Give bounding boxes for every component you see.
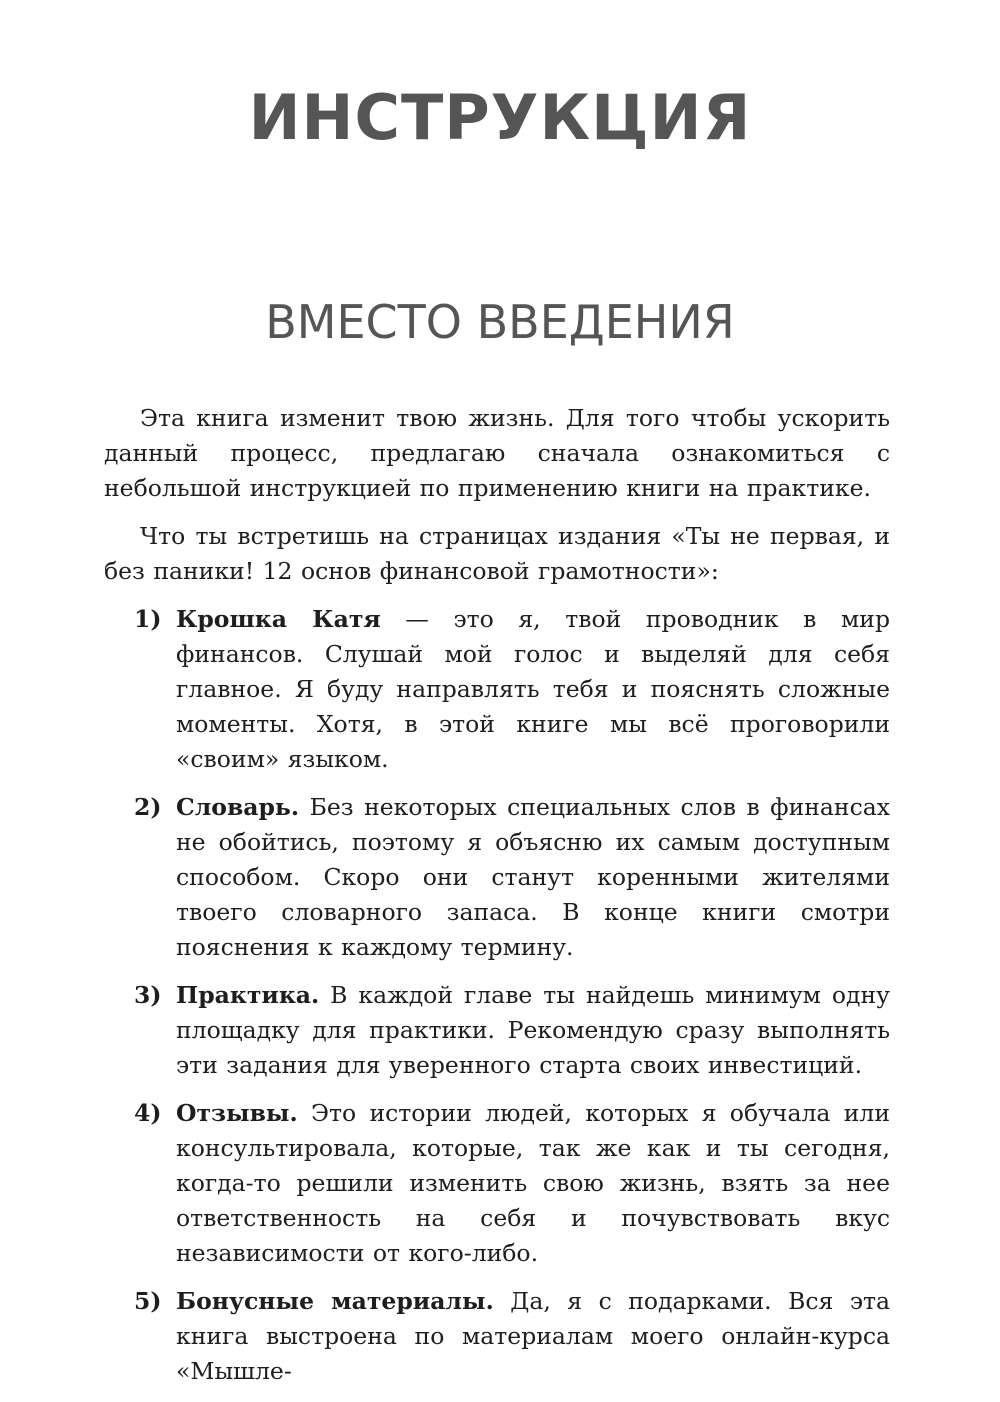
list-item-text: В каждой главе ты найдешь минимум одну площадку для практики. Рекомендую сразу выполнять эти задания для уверенного старта своих инвестиций. (176, 981, 890, 1079)
list-item (104, 1096, 890, 1271)
page-title: ИНСТРУКЦИЯ (248, 81, 752, 154)
list-item-term: Практика. (176, 981, 320, 1009)
list-item (104, 790, 890, 965)
body-text (104, 401, 890, 1402)
list-item-text: Да, я с подарками. Вся эта книга выстроена по материалам моего онлайн-курса «Мышле- (176, 1287, 891, 1385)
list-item (104, 1284, 890, 1389)
list-item-text: Это истории людей, которых я обучала или консультировала, которые, так же как и ты сегодня, когда-то решили изменить свою жизнь, взять за нее ответственность на себя и почувствовать вкус независимости от кого-либо. (176, 1099, 890, 1267)
list-item-text: — это я, твой проводник в мир финансов. Слушай мой голос и выделяй для себя главное. Я буду направлять тебя и пояснять сложные моменты. Хотя, в этой книге мы всё проговорили «своим» языком. (176, 605, 890, 773)
list-item (104, 978, 890, 1083)
list-item-term: Бонусные материалы. (176, 1287, 494, 1315)
list-item-text: Без некоторых специальных слов в финансах не обойтись, поэтому я объясню их самым доступным способом. Скоро они станут коренными жителями твоего словарного запаса. В конце книги смотри пояснения к каждому термину. (176, 793, 890, 961)
list-item-number: 3) (134, 981, 162, 1009)
list-item-number: 2) (134, 793, 162, 821)
list-item (104, 602, 890, 777)
paragraph-contents-intro: Что ты встретишь на страницах издания «Ты не первая, и без паники! 12 основ финансовой грамотности»: (104, 522, 890, 585)
instruction-list (104, 602, 890, 1389)
list-item-number: 1) (134, 605, 162, 633)
list-item-term: Словарь. (176, 793, 300, 821)
paragraph-intro: Эта книга изменит твою жизнь. Для того чтобы ускорить данный процесс, предлагаю сначала ознакомиться с небольшой инструкцией по применению книги на практике. (104, 404, 890, 502)
list-item-number: 5) (134, 1287, 162, 1315)
list-item-number: 4) (134, 1099, 162, 1127)
section-title: ВМЕСТО ВВЕДЕНИЯ (265, 295, 735, 349)
list-item-term: Отзывы. (176, 1099, 298, 1127)
list-item-term: Крошка Катя (176, 605, 381, 633)
